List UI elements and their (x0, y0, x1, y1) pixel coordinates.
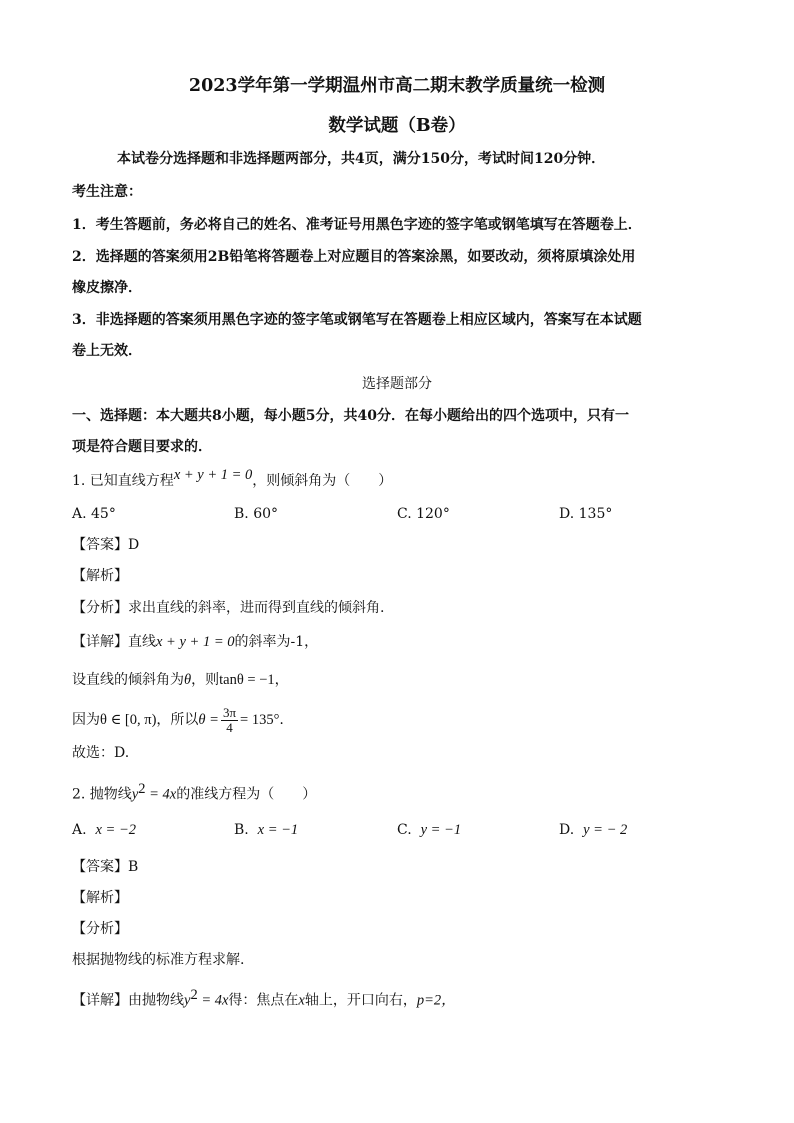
q2-stem (72, 779, 316, 805)
q2-detail-prefix: 由抛物线 (128, 992, 184, 1009)
q1-stem (72, 467, 393, 491)
q1-analysis-tag: 【解析】 (72, 568, 128, 584)
q1-option-c: C. 120° (397, 506, 450, 522)
q1-fenxi (72, 598, 384, 618)
q1-theta-range: θ ∈ [0, π) (100, 712, 157, 728)
q2-analysis-tag: 【解析】 (72, 890, 128, 906)
q2-stem-suffix: 的准线方程为（ ） (176, 786, 317, 803)
q1-tan-equation: tanθ = −1 (219, 672, 275, 688)
q1-option-d: D. 135° (559, 506, 613, 522)
note-1: 1．考生答题前，务必将自己的姓名、准考证号用黑色字迹的签字笔或钢笔填写在答题卷上． (72, 217, 642, 233)
note-3-line-1: 3．非选择题的答案须用黑色字迹的签字笔或钢笔写在答题卷上相应区域内，答案写在本试题 (72, 312, 642, 328)
note-3-line-2: 卷上无效． (72, 343, 142, 359)
q1-detail-suffix: 的斜率为-1， (234, 634, 319, 650)
q1-conclusion: 故选：D. (72, 745, 130, 761)
q2-option-b (234, 820, 298, 840)
q2-answer-tag: 【答案】 (72, 859, 128, 875)
q2-stem-prefix: 2. 抛物线 (72, 786, 132, 803)
exam-subtitle: 数学试题（B卷） (328, 116, 466, 136)
q2-answer-value: B (128, 859, 139, 875)
q1-answer (72, 535, 139, 555)
q2-detail-suffix: 得：焦点在 (228, 992, 299, 1009)
q1-option-b: B. 60° (234, 506, 279, 522)
q2-detail-suffix2: 轴上，开口向右， (304, 992, 417, 1009)
q1-detail-prefix: 直线 (128, 634, 156, 650)
q1-stem-prefix: 1. 已知直线方程 (72, 473, 174, 489)
q2-option-d-letter: D. (559, 822, 575, 838)
q1-line3-suffix: . (279, 712, 284, 728)
q1-stem-suffix: ，则倾斜角为（ ） (252, 473, 393, 489)
q2-answer (72, 857, 138, 877)
q1-line2-suffix: ， (274, 672, 289, 688)
q2-detail-x: x (298, 992, 305, 1009)
q2-detail-p: p=2， (416, 992, 456, 1009)
note-2-line-2: 橡皮擦净． (72, 280, 142, 296)
note-2-line-1: 2．选择题的答案须用2B铅笔将答题卷上对应题目的答案涂黑，如要改动，须将原填涂处用 (72, 249, 636, 265)
q2-detail-eq-rhs: = 4x (197, 992, 229, 1009)
q1-line3-mid: ，所以 (156, 712, 199, 728)
q2-fenxi-text: 根据抛物线的标准方程求解. (72, 952, 245, 968)
q1-fraction-numerator: 3π (222, 704, 237, 720)
notice-title: 考生注意： (72, 184, 142, 200)
q2-equation-lhs: y (131, 786, 139, 803)
q2-option-a-math: x = −2 (95, 822, 136, 838)
q2-option-a-letter: A. (72, 822, 87, 838)
q1-detail-line-2 (72, 670, 289, 690)
q2-fenxi-tag: 【分析】 (72, 921, 128, 937)
exam-info: 本试卷分选择题和非选择题两部分，共4页，满分150分，考试时间120分钟． (117, 151, 606, 167)
q1-fenxi-tag: 【分析】 (72, 600, 128, 616)
q1-fraction-denominator: 4 (226, 719, 233, 735)
q2-detail-eq-sup: 2 (190, 987, 198, 1003)
q2-option-c-math: y = −1 (420, 822, 462, 838)
q1-detail-line-3 (72, 702, 284, 738)
q1-line2-mid: ，则 (191, 672, 220, 688)
q2-detail-tag: 【详解】 (72, 992, 128, 1009)
q2-equation-rhs: = 4x (145, 786, 177, 803)
q2-detail (72, 985, 456, 1011)
q2-option-d (559, 820, 627, 840)
q1-line3-prefix: 因为 (72, 712, 100, 728)
q1-theta-lhs: θ = (198, 712, 219, 728)
q1-line2-prefix: 设直线的倾斜角为 (72, 672, 184, 688)
q1-answer-tag: 【答案】 (72, 537, 128, 553)
q1-detail-equation: x + y + 1 = 0 (156, 634, 235, 650)
q2-option-a (72, 820, 136, 840)
q1-theta: θ (184, 672, 192, 688)
q1-fenxi-text: 求出直线的斜率，进而得到直线的倾斜角. (128, 600, 385, 616)
q2-detail-eq-lhs: y (184, 992, 191, 1009)
q1-fraction (221, 706, 238, 735)
section-heading-line-2: 项是符合题目要求的． (72, 439, 212, 455)
q2-option-b-letter: B. (234, 822, 249, 838)
section-title: 选择题部分 (362, 376, 432, 392)
q1-detail-tag: 【详解】 (72, 634, 128, 650)
q1-theta-rhs: = 135° (240, 712, 280, 728)
q2-option-b-math: x = −1 (257, 822, 299, 838)
exam-title: 2023学年第一学期温州市高二期末教学质量统一检测 (188, 76, 606, 96)
q2-option-c-letter: C. (397, 822, 412, 838)
q2-equation-sup: 2 (138, 781, 146, 797)
section-heading-line-1: 一、选择题：本大题共8小题，每小题5分，共40分．在每小题给出的四个选项中，只有一 (72, 408, 629, 424)
q1-answer-value: D (128, 537, 140, 553)
q1-equation: x + y + 1 = 0 (173, 467, 253, 483)
q1-option-a: A. 45° (72, 506, 116, 522)
q1-detail (72, 632, 318, 652)
q2-option-d-math: y = − 2 (583, 822, 628, 838)
q2-option-c (397, 820, 461, 840)
